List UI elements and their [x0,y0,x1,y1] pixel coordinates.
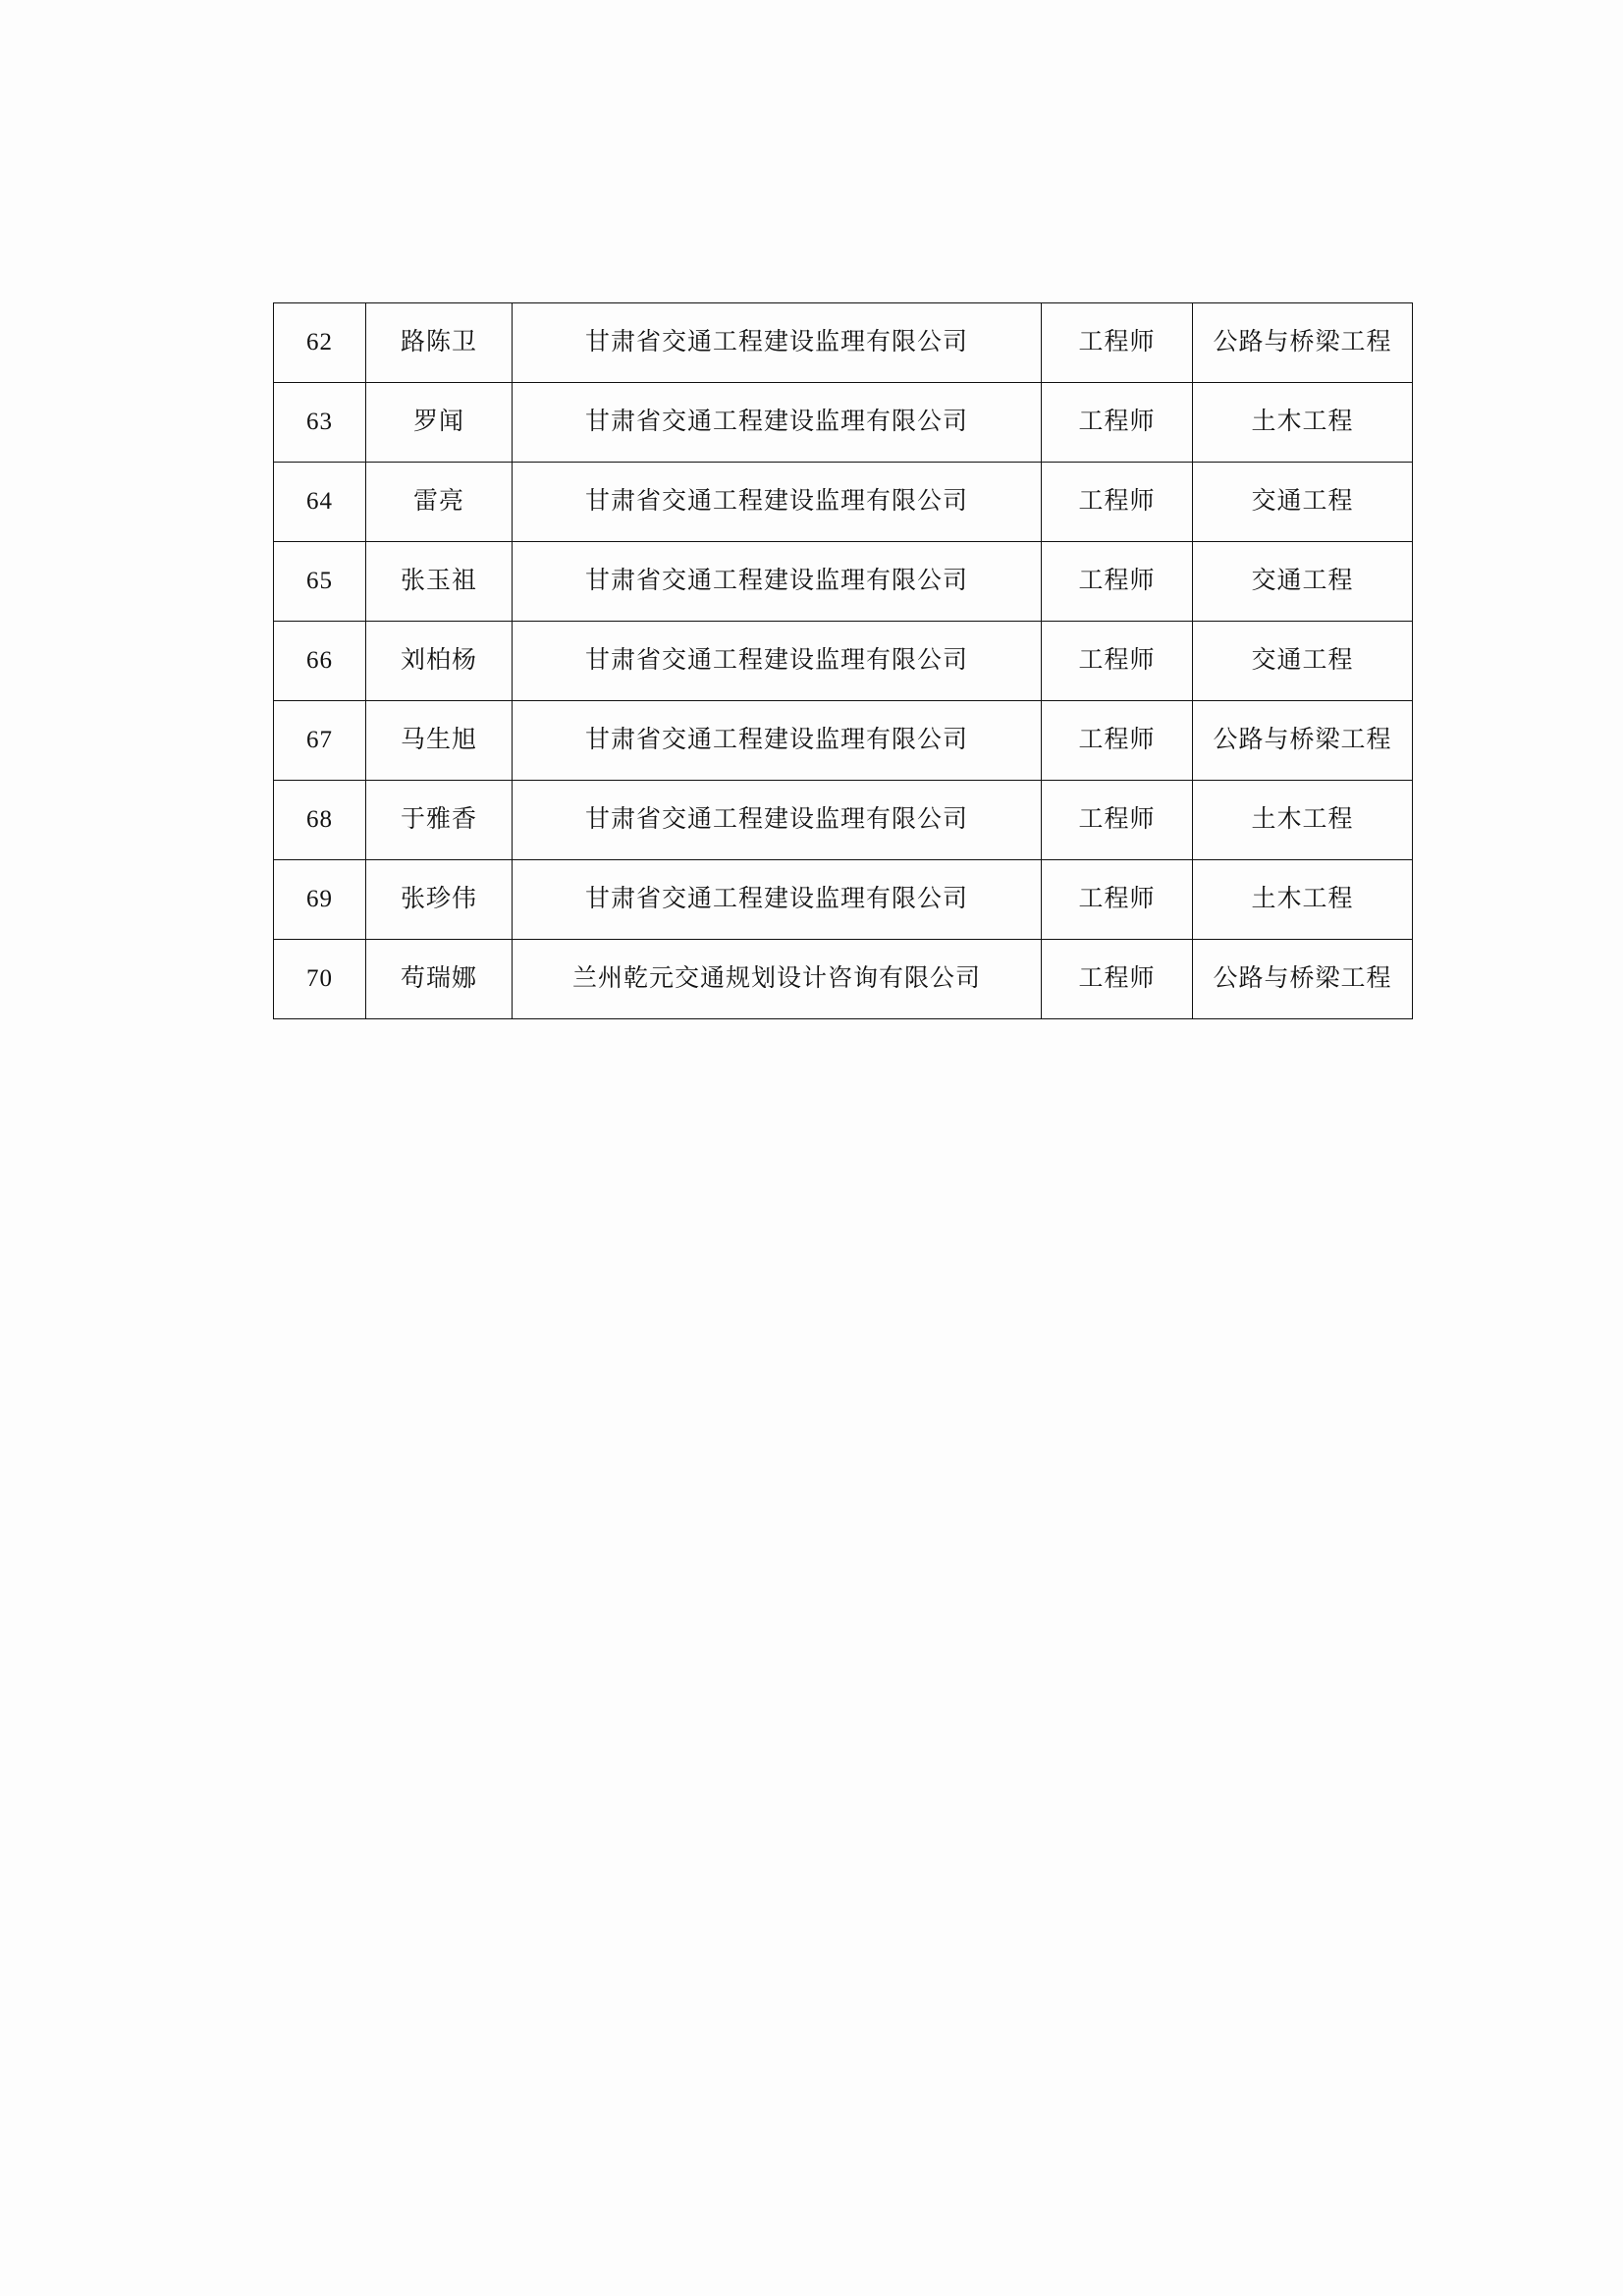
row-org: 甘肃省交通工程建设监理有限公司 [513,303,1042,383]
row-name: 马生旭 [366,701,513,781]
table-row [274,860,1413,940]
row-title: 工程师 [1042,383,1193,463]
row-index: 65 [274,542,366,622]
row-name: 苟瑞娜 [366,940,513,1019]
row-major: 交通工程 [1193,463,1413,542]
row-org: 甘肃省交通工程建设监理有限公司 [513,860,1042,940]
row-index: 64 [274,463,366,542]
row-major: 土木工程 [1193,781,1413,860]
row-major: 公路与桥梁工程 [1193,303,1413,383]
row-index: 62 [274,303,366,383]
row-name: 路陈卫 [366,303,513,383]
row-name: 雷亮 [366,463,513,542]
row-index: 63 [274,383,366,463]
row-name: 罗闻 [366,383,513,463]
row-index: 69 [274,860,366,940]
row-major: 公路与桥梁工程 [1193,940,1413,1019]
row-title: 工程师 [1042,303,1193,383]
table-row [274,781,1413,860]
row-major: 交通工程 [1193,542,1413,622]
row-org: 兰州乾元交通规划设计咨询有限公司 [513,940,1042,1019]
row-org: 甘肃省交通工程建设监理有限公司 [513,781,1042,860]
table-row [274,622,1413,701]
roster-table-container [273,302,1392,1019]
row-name: 张玉祖 [366,542,513,622]
table-row [274,701,1413,781]
row-org: 甘肃省交通工程建设监理有限公司 [513,622,1042,701]
row-title: 工程师 [1042,542,1193,622]
row-major: 公路与桥梁工程 [1193,701,1413,781]
row-index: 68 [274,781,366,860]
row-major: 土木工程 [1193,860,1413,940]
row-title: 工程师 [1042,860,1193,940]
row-org: 甘肃省交通工程建设监理有限公司 [513,463,1042,542]
table-row [274,383,1413,463]
row-index: 70 [274,940,366,1019]
row-name: 张珍伟 [366,860,513,940]
row-org: 甘肃省交通工程建设监理有限公司 [513,542,1042,622]
row-major: 交通工程 [1193,622,1413,701]
row-title: 工程师 [1042,940,1193,1019]
table-row [274,463,1413,542]
table-row [274,542,1413,622]
row-title: 工程师 [1042,701,1193,781]
table-row [274,303,1413,383]
row-name: 于雅香 [366,781,513,860]
roster-table [273,302,1413,1019]
row-title: 工程师 [1042,463,1193,542]
roster-table-body [274,303,1413,1019]
row-index: 67 [274,701,366,781]
row-org: 甘肃省交通工程建设监理有限公司 [513,383,1042,463]
table-row [274,940,1413,1019]
row-title: 工程师 [1042,622,1193,701]
row-name: 刘柏杨 [366,622,513,701]
row-title: 工程师 [1042,781,1193,860]
row-index: 66 [274,622,366,701]
row-org: 甘肃省交通工程建设监理有限公司 [513,701,1042,781]
row-major: 土木工程 [1193,383,1413,463]
